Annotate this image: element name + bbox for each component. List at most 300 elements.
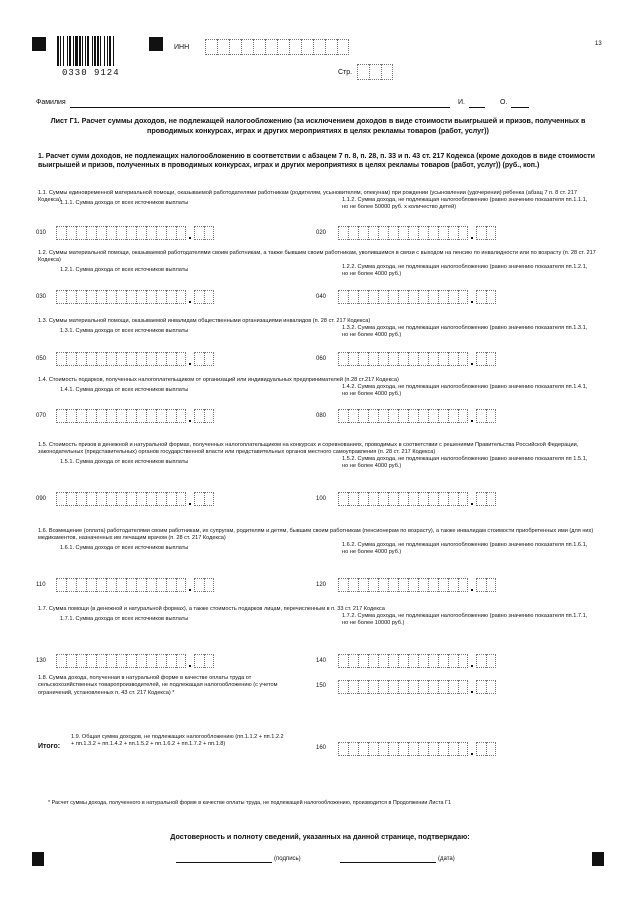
right-amount-field[interactable] xyxy=(338,226,518,240)
digit-cell[interactable] xyxy=(458,654,468,668)
digit-cell[interactable] xyxy=(76,226,86,240)
signature-field[interactable] xyxy=(176,862,272,863)
rubles-cells[interactable] xyxy=(338,654,468,668)
rubles-cells[interactable] xyxy=(338,352,468,366)
digit-cell[interactable] xyxy=(116,492,126,506)
kopeks-cells[interactable] xyxy=(476,578,496,592)
digit-cell[interactable] xyxy=(428,742,438,756)
digit-cell[interactable] xyxy=(146,654,156,668)
digit-cell[interactable] xyxy=(66,352,76,366)
digit-cell[interactable] xyxy=(56,352,66,366)
digit-cell[interactable] xyxy=(486,352,496,366)
digit-cell[interactable] xyxy=(438,290,448,304)
kopeks-cells[interactable] xyxy=(476,742,496,756)
kopeks-cells[interactable] xyxy=(476,290,496,304)
digit-cell[interactable] xyxy=(136,578,146,592)
right-amount-field[interactable] xyxy=(338,578,518,592)
digit-cell[interactable] xyxy=(458,226,468,240)
digit-cell[interactable] xyxy=(486,492,496,506)
digit-cell[interactable] xyxy=(418,680,428,694)
digit-cell[interactable] xyxy=(378,578,388,592)
digit-cell[interactable] xyxy=(398,578,408,592)
digit-cell[interactable] xyxy=(338,290,348,304)
digit-cell[interactable] xyxy=(146,409,156,423)
digit-cell[interactable] xyxy=(106,578,116,592)
digit-cell[interactable] xyxy=(156,492,166,506)
digit-cell[interactable] xyxy=(76,578,86,592)
initial-o-field[interactable] xyxy=(511,107,529,108)
kopeks-cells[interactable] xyxy=(476,492,496,506)
digit-cell[interactable] xyxy=(418,492,428,506)
digit-cell[interactable] xyxy=(418,290,428,304)
digit-cell[interactable] xyxy=(166,578,176,592)
digit-cell[interactable] xyxy=(438,352,448,366)
date-field[interactable] xyxy=(340,862,436,863)
digit-cell[interactable] xyxy=(368,492,378,506)
digit-cell[interactable] xyxy=(56,492,66,506)
digit-cell[interactable] xyxy=(408,680,418,694)
rubles-cells[interactable] xyxy=(56,226,186,240)
right-amount-field[interactable] xyxy=(338,290,518,304)
digit-cell[interactable] xyxy=(378,742,388,756)
digit-cell[interactable] xyxy=(428,578,438,592)
digit-cell[interactable] xyxy=(126,226,136,240)
char-cell[interactable] xyxy=(205,39,217,55)
digit-cell[interactable] xyxy=(476,680,486,694)
digit-cell[interactable] xyxy=(156,409,166,423)
digit-cell[interactable] xyxy=(428,654,438,668)
page-field[interactable] xyxy=(357,64,393,80)
digit-cell[interactable] xyxy=(66,409,76,423)
digit-cell[interactable] xyxy=(438,742,448,756)
char-cell[interactable] xyxy=(313,39,325,55)
digit-cell[interactable] xyxy=(194,352,204,366)
digit-cell[interactable] xyxy=(106,492,116,506)
kopeks-cells[interactable] xyxy=(194,290,214,304)
digit-cell[interactable] xyxy=(66,578,76,592)
digit-cell[interactable] xyxy=(428,290,438,304)
digit-cell[interactable] xyxy=(338,654,348,668)
digit-cell[interactable] xyxy=(194,654,204,668)
digit-cell[interactable] xyxy=(348,226,358,240)
digit-cell[interactable] xyxy=(448,680,458,694)
digit-cell[interactable] xyxy=(438,680,448,694)
digit-cell[interactable] xyxy=(348,680,358,694)
digit-cell[interactable] xyxy=(204,654,214,668)
kopeks-cells[interactable] xyxy=(194,226,214,240)
digit-cell[interactable] xyxy=(166,352,176,366)
digit-cell[interactable] xyxy=(204,409,214,423)
digit-cell[interactable] xyxy=(86,409,96,423)
rubles-cells[interactable] xyxy=(56,290,186,304)
digit-cell[interactable] xyxy=(476,352,486,366)
digit-cell[interactable] xyxy=(358,226,368,240)
digit-cell[interactable] xyxy=(418,226,428,240)
digit-cell[interactable] xyxy=(136,226,146,240)
digit-cell[interactable] xyxy=(448,742,458,756)
digit-cell[interactable] xyxy=(176,290,186,304)
digit-cell[interactable] xyxy=(126,290,136,304)
digit-cell[interactable] xyxy=(358,290,368,304)
digit-cell[interactable] xyxy=(116,290,126,304)
digit-cell[interactable] xyxy=(136,352,146,366)
digit-cell[interactable] xyxy=(388,654,398,668)
digit-cell[interactable] xyxy=(398,290,408,304)
digit-cell[interactable] xyxy=(156,352,166,366)
digit-cell[interactable] xyxy=(96,654,106,668)
left-amount-field[interactable] xyxy=(56,352,236,366)
digit-cell[interactable] xyxy=(378,409,388,423)
digit-cell[interactable] xyxy=(348,352,358,366)
digit-cell[interactable] xyxy=(66,492,76,506)
digit-cell[interactable] xyxy=(76,352,86,366)
kopeks-cells[interactable] xyxy=(476,226,496,240)
digit-cell[interactable] xyxy=(176,226,186,240)
digit-cell[interactable] xyxy=(428,409,438,423)
digit-cell[interactable] xyxy=(448,654,458,668)
digit-cell[interactable] xyxy=(106,290,116,304)
digit-cell[interactable] xyxy=(126,654,136,668)
right-amount-field[interactable] xyxy=(338,492,518,506)
digit-cell[interactable] xyxy=(368,290,378,304)
rubles-cells[interactable] xyxy=(338,578,468,592)
digit-cell[interactable] xyxy=(438,409,448,423)
left-amount-field[interactable] xyxy=(56,654,236,668)
digit-cell[interactable] xyxy=(156,226,166,240)
char-cell[interactable] xyxy=(301,39,313,55)
digit-cell[interactable] xyxy=(458,742,468,756)
digit-cell[interactable] xyxy=(166,409,176,423)
digit-cell[interactable] xyxy=(56,654,66,668)
rubles-cells[interactable] xyxy=(56,578,186,592)
digit-cell[interactable] xyxy=(204,290,214,304)
digit-cell[interactable] xyxy=(398,492,408,506)
digit-cell[interactable] xyxy=(368,680,378,694)
digit-cell[interactable] xyxy=(418,409,428,423)
char-cell[interactable] xyxy=(337,39,349,55)
digit-cell[interactable] xyxy=(338,492,348,506)
digit-cell[interactable] xyxy=(348,742,358,756)
kopeks-cells[interactable] xyxy=(194,654,214,668)
digit-cell[interactable] xyxy=(458,409,468,423)
digit-cell[interactable] xyxy=(408,492,418,506)
digit-cell[interactable] xyxy=(166,654,176,668)
digit-cell[interactable] xyxy=(398,226,408,240)
digit-cell[interactable] xyxy=(204,578,214,592)
digit-cell[interactable] xyxy=(116,578,126,592)
digit-cell[interactable] xyxy=(476,578,486,592)
digit-cell[interactable] xyxy=(388,680,398,694)
digit-cell[interactable] xyxy=(358,492,368,506)
digit-cell[interactable] xyxy=(448,352,458,366)
kopeks-cells[interactable] xyxy=(476,680,496,694)
digit-cell[interactable] xyxy=(348,492,358,506)
digit-cell[interactable] xyxy=(96,578,106,592)
digit-cell[interactable] xyxy=(166,226,176,240)
digit-cell[interactable] xyxy=(428,226,438,240)
digit-cell[interactable] xyxy=(106,226,116,240)
digit-cell[interactable] xyxy=(96,290,106,304)
digit-cell[interactable] xyxy=(358,352,368,366)
digit-cell[interactable] xyxy=(388,409,398,423)
digit-cell[interactable] xyxy=(486,680,496,694)
digit-cell[interactable] xyxy=(438,578,448,592)
inn-field[interactable] xyxy=(205,39,349,55)
digit-cell[interactable] xyxy=(156,654,166,668)
digit-cell[interactable] xyxy=(136,492,146,506)
digit-cell[interactable] xyxy=(136,409,146,423)
digit-cell[interactable] xyxy=(378,352,388,366)
right-amount-field[interactable] xyxy=(338,352,518,366)
char-cell[interactable] xyxy=(381,64,393,80)
digit-cell[interactable] xyxy=(378,680,388,694)
digit-cell[interactable] xyxy=(486,409,496,423)
digit-cell[interactable] xyxy=(194,578,204,592)
digit-cell[interactable] xyxy=(388,578,398,592)
digit-cell[interactable] xyxy=(136,654,146,668)
digit-cell[interactable] xyxy=(96,492,106,506)
rubles-cells[interactable] xyxy=(338,290,468,304)
digit-cell[interactable] xyxy=(204,492,214,506)
digit-cell[interactable] xyxy=(476,409,486,423)
digit-cell[interactable] xyxy=(448,578,458,592)
digit-cell[interactable] xyxy=(86,352,96,366)
digit-cell[interactable] xyxy=(126,578,136,592)
digit-cell[interactable] xyxy=(458,680,468,694)
digit-cell[interactable] xyxy=(106,409,116,423)
digit-cell[interactable] xyxy=(448,409,458,423)
digit-cell[interactable] xyxy=(338,742,348,756)
digit-cell[interactable] xyxy=(176,578,186,592)
kopeks-cells[interactable] xyxy=(194,578,214,592)
digit-cell[interactable] xyxy=(86,226,96,240)
kopeks-cells[interactable] xyxy=(476,409,496,423)
digit-cell[interactable] xyxy=(338,409,348,423)
kopeks-cells[interactable] xyxy=(194,409,214,423)
digit-cell[interactable] xyxy=(476,742,486,756)
kopeks-cells[interactable] xyxy=(194,352,214,366)
digit-cell[interactable] xyxy=(358,654,368,668)
digit-cell[interactable] xyxy=(348,654,358,668)
digit-cell[interactable] xyxy=(176,352,186,366)
digit-cell[interactable] xyxy=(136,290,146,304)
digit-cell[interactable] xyxy=(358,409,368,423)
rubles-cells[interactable] xyxy=(56,409,186,423)
char-cell[interactable] xyxy=(357,64,369,80)
char-cell[interactable] xyxy=(265,39,277,55)
char-cell[interactable] xyxy=(369,64,381,80)
digit-cell[interactable] xyxy=(156,578,166,592)
digit-cell[interactable] xyxy=(458,352,468,366)
digit-cell[interactable] xyxy=(418,742,428,756)
digit-cell[interactable] xyxy=(56,290,66,304)
digit-cell[interactable] xyxy=(66,654,76,668)
char-cell[interactable] xyxy=(277,39,289,55)
digit-cell[interactable] xyxy=(378,226,388,240)
field-150[interactable] xyxy=(338,680,518,694)
digit-cell[interactable] xyxy=(378,290,388,304)
digit-cell[interactable] xyxy=(398,409,408,423)
digit-cell[interactable] xyxy=(116,352,126,366)
digit-cell[interactable] xyxy=(398,352,408,366)
digit-cell[interactable] xyxy=(166,290,176,304)
digit-cell[interactable] xyxy=(448,290,458,304)
digit-cell[interactable] xyxy=(476,492,486,506)
digit-cell[interactable] xyxy=(408,352,418,366)
digit-cell[interactable] xyxy=(146,226,156,240)
digit-cell[interactable] xyxy=(476,226,486,240)
digit-cell[interactable] xyxy=(146,578,156,592)
kopeks-cells[interactable] xyxy=(476,352,496,366)
digit-cell[interactable] xyxy=(486,742,496,756)
char-cell[interactable] xyxy=(253,39,265,55)
digit-cell[interactable] xyxy=(418,654,428,668)
digit-cell[interactable] xyxy=(338,578,348,592)
rubles-cells[interactable] xyxy=(56,352,186,366)
digit-cell[interactable] xyxy=(368,654,378,668)
digit-cell[interactable] xyxy=(368,578,378,592)
digit-cell[interactable] xyxy=(166,492,176,506)
digit-cell[interactable] xyxy=(388,492,398,506)
rubles-cells[interactable] xyxy=(56,654,186,668)
digit-cell[interactable] xyxy=(458,290,468,304)
digit-cell[interactable] xyxy=(438,226,448,240)
rubles-cells[interactable] xyxy=(56,492,186,506)
digit-cell[interactable] xyxy=(368,352,378,366)
char-cell[interactable] xyxy=(217,39,229,55)
right-amount-field[interactable] xyxy=(338,409,518,423)
digit-cell[interactable] xyxy=(486,654,496,668)
digit-cell[interactable] xyxy=(438,492,448,506)
digit-cell[interactable] xyxy=(156,290,166,304)
digit-cell[interactable] xyxy=(358,578,368,592)
rubles-cells[interactable] xyxy=(338,742,468,756)
char-cell[interactable] xyxy=(289,39,301,55)
char-cell[interactable] xyxy=(325,39,337,55)
digit-cell[interactable] xyxy=(56,409,66,423)
initial-i-field[interactable] xyxy=(469,107,485,108)
digit-cell[interactable] xyxy=(458,578,468,592)
digit-cell[interactable] xyxy=(194,409,204,423)
digit-cell[interactable] xyxy=(348,578,358,592)
digit-cell[interactable] xyxy=(448,226,458,240)
digit-cell[interactable] xyxy=(106,654,116,668)
digit-cell[interactable] xyxy=(418,578,428,592)
rubles-cells[interactable] xyxy=(338,492,468,506)
digit-cell[interactable] xyxy=(338,352,348,366)
digit-cell[interactable] xyxy=(418,352,428,366)
digit-cell[interactable] xyxy=(76,654,86,668)
digit-cell[interactable] xyxy=(486,578,496,592)
digit-cell[interactable] xyxy=(408,409,418,423)
digit-cell[interactable] xyxy=(86,578,96,592)
digit-cell[interactable] xyxy=(96,352,106,366)
digit-cell[interactable] xyxy=(408,578,418,592)
digit-cell[interactable] xyxy=(476,290,486,304)
digit-cell[interactable] xyxy=(126,492,136,506)
char-cell[interactable] xyxy=(229,39,241,55)
digit-cell[interactable] xyxy=(116,409,126,423)
digit-cell[interactable] xyxy=(338,680,348,694)
surname-field[interactable] xyxy=(70,107,450,108)
digit-cell[interactable] xyxy=(96,409,106,423)
digit-cell[interactable] xyxy=(378,492,388,506)
digit-cell[interactable] xyxy=(146,290,156,304)
left-amount-field[interactable] xyxy=(56,578,236,592)
digit-cell[interactable] xyxy=(486,226,496,240)
digit-cell[interactable] xyxy=(398,680,408,694)
digit-cell[interactable] xyxy=(116,654,126,668)
digit-cell[interactable] xyxy=(194,492,204,506)
digit-cell[interactable] xyxy=(458,492,468,506)
left-amount-field[interactable] xyxy=(56,492,236,506)
digit-cell[interactable] xyxy=(176,492,186,506)
digit-cell[interactable] xyxy=(76,492,86,506)
digit-cell[interactable] xyxy=(66,226,76,240)
rubles-cells[interactable] xyxy=(338,409,468,423)
digit-cell[interactable] xyxy=(408,226,418,240)
digit-cell[interactable] xyxy=(204,352,214,366)
digit-cell[interactable] xyxy=(408,654,418,668)
digit-cell[interactable] xyxy=(106,352,116,366)
kopeks-cells[interactable] xyxy=(476,654,496,668)
digit-cell[interactable] xyxy=(398,742,408,756)
rubles-cells[interactable] xyxy=(338,226,468,240)
digit-cell[interactable] xyxy=(338,226,348,240)
left-amount-field[interactable] xyxy=(56,290,236,304)
rubles-cells[interactable] xyxy=(338,680,468,694)
digit-cell[interactable] xyxy=(448,492,458,506)
digit-cell[interactable] xyxy=(378,654,388,668)
char-cell[interactable] xyxy=(241,39,253,55)
digit-cell[interactable] xyxy=(388,226,398,240)
digit-cell[interactable] xyxy=(476,654,486,668)
digit-cell[interactable] xyxy=(126,352,136,366)
digit-cell[interactable] xyxy=(348,409,358,423)
digit-cell[interactable] xyxy=(348,290,358,304)
digit-cell[interactable] xyxy=(368,226,378,240)
digit-cell[interactable] xyxy=(146,492,156,506)
digit-cell[interactable] xyxy=(116,226,126,240)
digit-cell[interactable] xyxy=(146,352,156,366)
digit-cell[interactable] xyxy=(204,226,214,240)
kopeks-cells[interactable] xyxy=(194,492,214,506)
digit-cell[interactable] xyxy=(428,492,438,506)
digit-cell[interactable] xyxy=(408,290,418,304)
digit-cell[interactable] xyxy=(388,352,398,366)
digit-cell[interactable] xyxy=(398,654,408,668)
digit-cell[interactable] xyxy=(76,409,86,423)
digit-cell[interactable] xyxy=(66,290,76,304)
digit-cell[interactable] xyxy=(56,578,66,592)
left-amount-field[interactable] xyxy=(56,226,236,240)
digit-cell[interactable] xyxy=(96,226,106,240)
digit-cell[interactable] xyxy=(358,742,368,756)
digit-cell[interactable] xyxy=(358,680,368,694)
digit-cell[interactable] xyxy=(368,742,378,756)
digit-cell[interactable] xyxy=(86,290,96,304)
digit-cell[interactable] xyxy=(194,290,204,304)
digit-cell[interactable] xyxy=(486,290,496,304)
digit-cell[interactable] xyxy=(76,290,86,304)
digit-cell[interactable] xyxy=(176,409,186,423)
digit-cell[interactable] xyxy=(428,680,438,694)
field-160[interactable] xyxy=(338,742,518,756)
digit-cell[interactable] xyxy=(176,654,186,668)
right-amount-field[interactable] xyxy=(338,654,518,668)
digit-cell[interactable] xyxy=(388,742,398,756)
digit-cell[interactable] xyxy=(388,290,398,304)
